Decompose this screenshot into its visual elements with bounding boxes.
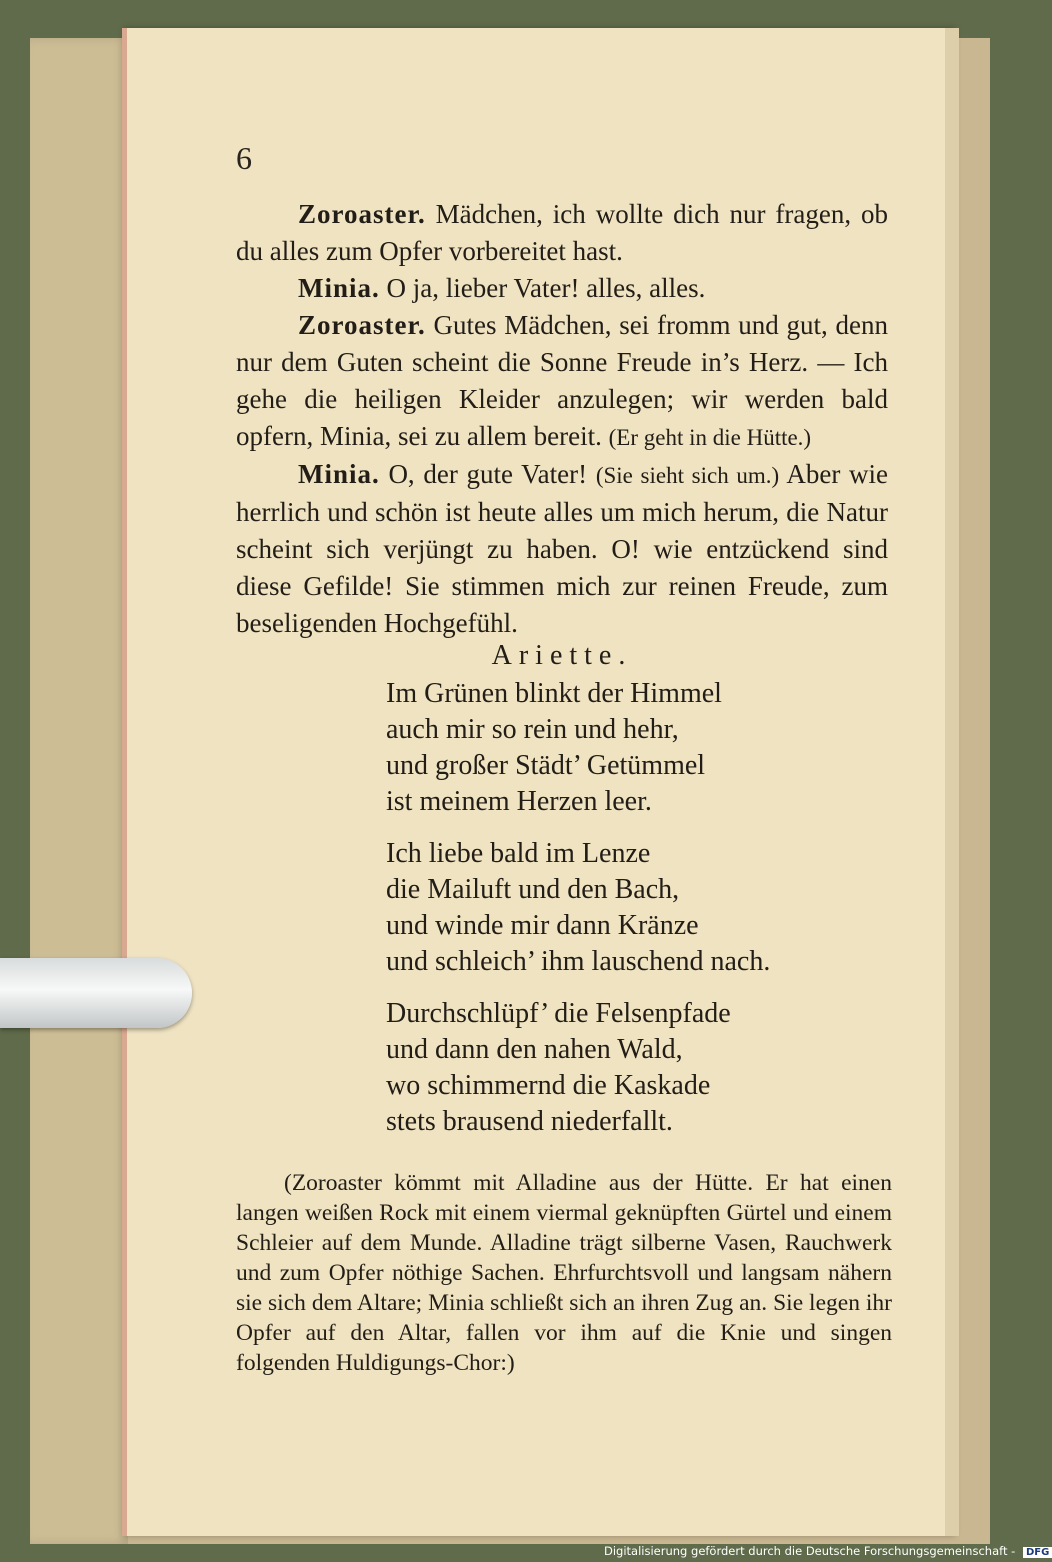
song-block [236,640,888,1140]
stage-direction-block [236,1168,892,1378]
verse-line: und dann den nahen Wald, [386,1034,683,1065]
verse-line: die Mailuft und den Bach, [386,874,680,905]
dfg-logo: DFG [1023,1547,1052,1558]
dialogue-text: Mädchen, ich wollte dich nur fragen, ob du alles zum Opfer vorbereitet hast. [236,199,889,266]
cover-strip [30,38,128,1544]
inline-stage-direction: (Sie sieht sich um.) [595,463,780,488]
verse-line: Im Grünen blinkt der Himmel [386,678,722,709]
dialogue-text: Aber wie herrlich und schön ist heute alles um mich herum, die Natur scheint sich verjüngt zu haben. O! wie entzückend sind diese Gefilde! Sie stimmen mich zur reinen Freude, zum beseligenden Hochgefühl. [236,459,888,638]
dialogue-text: Gutes Mädchen, sei fromm und gut, denn nur dem Guten scheint die Sonne Freude in’s Herz. — Ich gehe die heiligen Kleider anzulegen; wir werden bald opfern, Minia, sei zu allem bereit. [236,310,888,451]
stanza-3 [386,996,731,1140]
speaker-name: Zoroaster. [298,310,426,340]
verse-line: stets brausend niederfallt. [386,1106,673,1137]
verse-line: und schleich’ ihm lauschend nach. [386,946,771,977]
speaker-name: Minia. [298,273,380,303]
speaker-name: Zoroaster. [298,199,426,229]
verse-line: und großer Städt’ Getümmel [386,750,706,781]
funding-credit [604,1544,1052,1558]
stanza-1 [386,676,722,820]
dialogue-paragraph-4 [236,456,888,642]
dialogue-paragraph-3 [236,307,888,456]
verse-line: wo schimmernd die Kaskade [386,1070,711,1101]
credit-text: Digitalisierung gefördert durch die Deutsche Forschungsgemeinschaft - [604,1544,1016,1558]
verse-line: und winde mir dann Kränze [386,910,699,941]
verse-line: auch mir so rein und hehr, [386,714,679,745]
song-title: Ariette. [491,640,633,671]
page-number: 6 [236,140,252,176]
dialogue-block [236,196,888,642]
stanza-2 [386,836,770,980]
dialogue-paragraph-2 [236,270,888,307]
inline-stage-direction: (Er geht in die Hütte.) [608,425,812,450]
stage-direction-text: (Zoroaster kömmt mit Alladine aus der Hütte. Er hat einen langen weißen Rock mit einem viermal geknüpften Gürtel und einem Schleier auf dem Munde. Alladine trägt silberne Vasen, Rauchwerk und zum Opfer nöthige Sachen. Ehrfurchtsvoll und langsam nähern sie sich dem Altare; Minia schließt sich an ihren Zug an. Sie legen ihr Opfer auf den Altar, fallen vor ihm auf die Knie und singen folgenden Huldigungs-Chor:) [236,1170,892,1376]
page-slider-handle[interactable] [0,958,192,1028]
verse-line: Ich liebe bald im Lenze [386,838,651,869]
verse-line: ist meinem Herzen leer. [386,786,652,817]
dialogue-paragraph-1 [236,196,888,270]
page-edge [945,28,959,1536]
verse-line: Durchschlüpf’ die Felsenpfade [386,998,731,1029]
dialogue-text: O, der gute Vater! [388,459,588,489]
dialogue-text: O ja, lieber Vater! alles, alles. [386,273,706,303]
speaker-name: Minia. [298,459,380,489]
